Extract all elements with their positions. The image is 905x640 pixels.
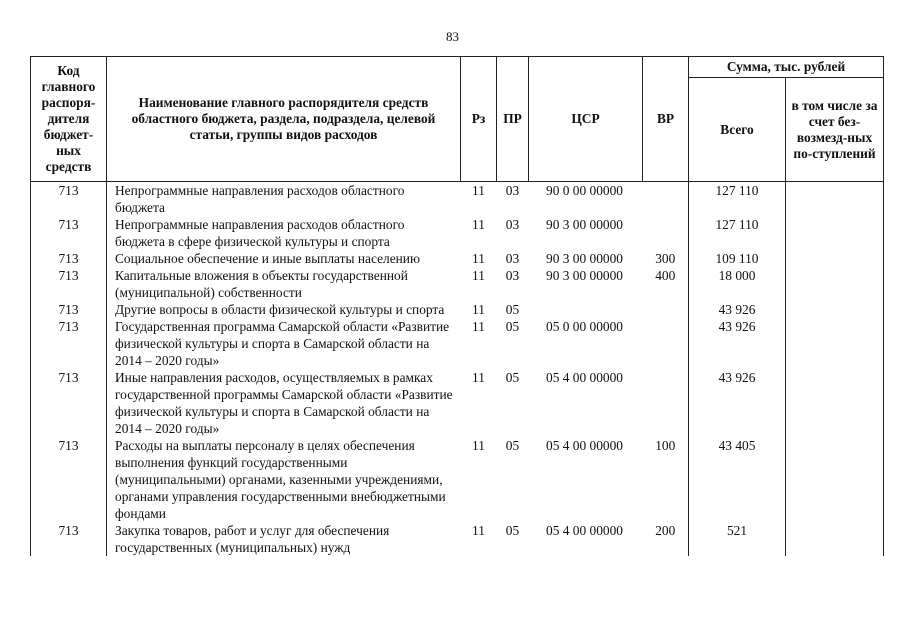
cell-pr: 03 (505, 217, 520, 232)
cell-vr (643, 369, 689, 437)
cell-code: 713 (31, 318, 107, 369)
cell-subsidy (786, 216, 884, 250)
cell-name: Закупка товаров, работ и услуг для обеспечения государственных (муниципальных) нужд (107, 522, 461, 556)
cell-total: 127 110 (689, 182, 786, 217)
cell-total: 521 (689, 522, 786, 556)
cell-rz: 11 (472, 268, 485, 283)
cell-csr: 90 0 00 00000 (546, 183, 623, 198)
header-code: Код главного распоря-дителя бюджет-ных средств (31, 57, 107, 182)
cell-csr: 05 0 00 00000 (546, 319, 623, 334)
cell-name: Другие вопросы в области физической культуры и спорта (107, 301, 461, 318)
cell-csr: 90 3 00 00000 (546, 268, 623, 283)
cell-subsidy (786, 369, 884, 437)
table-row (31, 250, 884, 267)
cell-vr: 200 (655, 523, 676, 538)
table-row (31, 267, 884, 301)
cell-vr: 400 (655, 268, 676, 283)
cell-total: 127 110 (689, 216, 786, 250)
cell-name: Непрограммные направления расходов областного бюджета в сфере физической культуры и спорта (107, 216, 461, 250)
header-csr: ЦСР (529, 57, 643, 182)
cell-vr (643, 301, 689, 318)
cell-pr: 05 (505, 302, 520, 317)
cell-rz: 11 (472, 251, 485, 266)
table-row (31, 437, 884, 522)
cell-subsidy (786, 437, 884, 522)
cell-pr: 05 (505, 319, 520, 334)
cell-pr: 03 (505, 251, 520, 266)
table-row (31, 522, 884, 556)
cell-pr: 05 (505, 370, 520, 385)
cell-code: 713 (31, 369, 107, 437)
cell-subsidy (786, 301, 884, 318)
table-body (31, 182, 884, 557)
header-sum-group: Сумма, тыс. рублей (689, 57, 884, 78)
cell-vr (643, 216, 689, 250)
cell-pr: 05 (505, 438, 520, 453)
cell-subsidy (786, 182, 884, 217)
cell-code: 713 (31, 182, 107, 217)
cell-csr: 90 3 00 00000 (546, 217, 623, 232)
cell-rz: 11 (472, 302, 485, 317)
cell-csr: 05 4 00 00000 (546, 438, 623, 453)
cell-rz: 11 (472, 523, 485, 538)
cell-name: Иные направления расходов, осуществляемых в рамках государственной программы Самарской области «Развитие физической культуры и спорта в Самарской области на 2014 – 2020 годы» (107, 369, 461, 437)
cell-csr: 05 4 00 00000 (546, 370, 623, 385)
cell-subsidy (786, 522, 884, 556)
table-row (31, 301, 884, 318)
cell-code: 713 (31, 250, 107, 267)
cell-name: Социальное обеспечение и иные выплаты населению (107, 250, 461, 267)
cell-vr: 300 (655, 251, 676, 266)
table-row (31, 182, 884, 217)
cell-rz: 11 (472, 370, 485, 385)
header-rz: Рз (461, 57, 497, 182)
header-vr: ВР (643, 57, 689, 182)
table-header (31, 57, 884, 182)
cell-subsidy (786, 318, 884, 369)
cell-total: 43 926 (689, 301, 786, 318)
cell-pr: 03 (505, 268, 520, 283)
cell-name: Капитальные вложения в объекты государственной (муниципальной) собственности (107, 267, 461, 301)
cell-name: Расходы на выплаты персоналу в целях обеспечения выполнения функций государственными (муниципальными) органами, казенными учреждениями, органами управления государственными внебюджетными фондами (107, 437, 461, 522)
cell-total: 18 000 (689, 267, 786, 301)
cell-csr (529, 301, 643, 318)
table-row (31, 216, 884, 250)
table-row (31, 369, 884, 437)
page-number: 83 (446, 29, 459, 44)
cell-code: 713 (31, 437, 107, 522)
cell-total: 43 926 (689, 318, 786, 369)
cell-rz: 11 (472, 319, 485, 334)
header-pr: ПР (497, 57, 529, 182)
header-total: Всего (689, 78, 786, 182)
cell-name: Государственная программа Самарской области «Развитие физической культуры и спорта в Самарской области на 2014 – 2020 годы» (107, 318, 461, 369)
budget-table (30, 56, 884, 556)
cell-code: 713 (31, 301, 107, 318)
cell-csr: 90 3 00 00000 (546, 251, 623, 266)
cell-code: 713 (31, 522, 107, 556)
cell-subsidy (786, 250, 884, 267)
cell-code: 713 (31, 267, 107, 301)
header-name: Наименование главного распорядителя средств областного бюджета, раздела, подраздела, целевой статьи, группы видов расходов (107, 57, 461, 182)
cell-total: 43 405 (689, 437, 786, 522)
header-subsidy: в том числе за счет без-возмезд-ных по-ступлений (786, 78, 884, 182)
cell-rz: 11 (472, 438, 485, 453)
cell-csr: 05 4 00 00000 (546, 523, 623, 538)
cell-pr: 05 (505, 523, 520, 538)
cell-total: 43 926 (689, 369, 786, 437)
cell-subsidy (786, 267, 884, 301)
cell-rz: 11 (472, 183, 485, 198)
cell-vr (643, 318, 689, 369)
cell-total: 109 110 (689, 250, 786, 267)
cell-rz: 11 (472, 217, 485, 232)
table-row (31, 318, 884, 369)
cell-code: 713 (31, 216, 107, 250)
cell-vr (643, 182, 689, 217)
cell-name: Непрограммные направления расходов областного бюджета (107, 182, 461, 217)
cell-vr: 100 (655, 438, 676, 453)
cell-pr: 03 (505, 183, 520, 198)
